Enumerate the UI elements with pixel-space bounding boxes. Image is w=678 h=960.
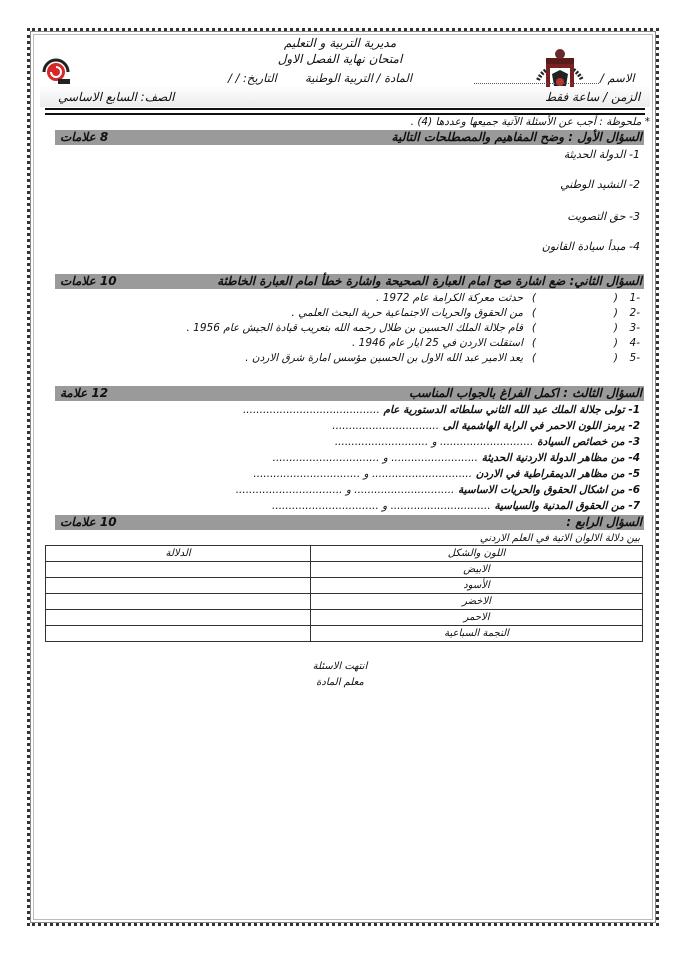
q3-item-text: 3- من خصائص السيادة [537, 436, 640, 448]
q3-item-text: 2- يرمز اللون الاحمر في الراية الهاشمية الى [442, 420, 640, 432]
color-cell: الابيض [311, 562, 643, 578]
column-header-color: اللون والشكل [311, 546, 643, 562]
answer-paren-close[interactable]: ) [531, 292, 536, 304]
color-cell: الاحمر [311, 610, 643, 626]
q2-item-number: -4 [629, 337, 640, 349]
q3-item [243, 404, 640, 416]
q3-item-text: 4- من مظاهر الدولة الاردنية الحديثة [481, 452, 640, 464]
q2-item-number: -1 [629, 292, 640, 304]
q2-item [0, 307, 678, 321]
q3-item-text: 1- تولى جلالة الملك عبد الله الثاني سلطاته الدستورية عام [383, 404, 640, 416]
directorate-title: مديرية التربية و التعليم [283, 36, 397, 50]
q2-item-number: -2 [629, 307, 640, 319]
q1-item: 1- الدولة الحديثة [563, 148, 640, 161]
answer-paren-close[interactable]: ) [531, 337, 536, 349]
subject-label: المادة / التربية الوطنية [305, 71, 413, 85]
answer-paren-open[interactable]: ( [613, 307, 618, 319]
q2-item-text: حدثت معركة الكرامة عام 1972 . [376, 292, 523, 304]
table-row [46, 594, 643, 610]
header-divider [45, 108, 645, 110]
end-of-questions: انتهت الاسئلة [312, 661, 368, 672]
q2-item [0, 322, 678, 336]
table-row [46, 562, 643, 578]
table-row [46, 578, 643, 594]
duration-label: الزمن / ساعة فقط [545, 90, 641, 104]
question-1-marks: 8 علامات [60, 130, 109, 144]
question-2-marks: 10 علامات [60, 274, 117, 288]
header-divider [45, 113, 645, 115]
answer-paren-close[interactable]: ) [531, 352, 536, 364]
answer-paren-close[interactable]: ) [531, 307, 536, 319]
answer-paren-open[interactable]: ( [613, 337, 618, 349]
meaning-answer-cell[interactable] [46, 578, 311, 594]
question-2-title: السؤال الثاني: ضع اشارة صح امام العبارة الصحيحة واشارة خطأ امام العبارة الخاطئة [217, 274, 642, 288]
q3-item [273, 452, 640, 464]
answer-blank[interactable]: ......................................... [242, 404, 380, 416]
question-4-title: السؤال الرابع : [566, 515, 642, 529]
answer-paren-close[interactable]: ) [531, 322, 536, 334]
table-header-row [46, 546, 643, 562]
answer-blank[interactable]: .............................. و ................................ [272, 500, 491, 512]
answer-blank[interactable]: .......................... و ................................ [272, 452, 478, 464]
q2-item-text: يعد الامير عبد الله الاول بن الحسين مؤسس امارة شرق الاردن . [245, 352, 523, 364]
meaning-answer-cell[interactable] [46, 594, 311, 610]
q3-item [332, 420, 640, 432]
color-cell: الأسود [311, 578, 643, 594]
answer-blank[interactable]: ............................ و ............................ [334, 436, 534, 448]
q3-item [253, 468, 640, 480]
color-cell: النجمة السباعية [311, 626, 643, 642]
instructions-note: * ملحوظة : أجب عن الأسئلة الآتية جميعها وعددها (4) . [410, 116, 650, 128]
q2-item [0, 337, 678, 351]
meaning-answer-cell[interactable] [46, 562, 311, 578]
question-1-title: السؤال الأول : وضح المفاهيم والمصطلحات التالية [391, 130, 642, 144]
q3-item [236, 484, 640, 496]
answer-blank[interactable]: .............................. و ................................ [253, 468, 473, 480]
q3-item [335, 436, 640, 448]
question-4-marks: 10 علامات [60, 515, 117, 529]
q2-item-text: من الحقوق والحريات الاجتماعية حرية البحث العلمي . [291, 307, 523, 319]
meaning-answer-cell[interactable] [46, 610, 311, 626]
q1-item: 3- حق التصويت [567, 210, 640, 223]
date-label: التاريخ: / / [228, 71, 277, 85]
q1-item: 4- مبدأ سيادة القانون [541, 240, 640, 253]
q3-item-text: 7- من الحقوق المدنية والسياسية [494, 500, 640, 512]
q3-item [272, 500, 640, 512]
q2-item-number: -5 [629, 352, 640, 364]
q1-item: 2- النشيد الوطني [560, 178, 640, 191]
table-row [46, 610, 643, 626]
student-name-label: الاسم / [600, 71, 635, 85]
color-cell: الاخضر [311, 594, 643, 610]
answer-paren-open[interactable]: ( [613, 352, 618, 364]
q2-item [0, 292, 678, 306]
question-4-instruction: بين دلالة الالوان الاتية في العلم الاردني [479, 533, 640, 544]
flag-colors-table [45, 545, 643, 642]
q2-item-text: استقلت الاردن في 25 ايار عام 1946 . [351, 337, 523, 349]
question-3-title: السؤال الثالث : اكمل الفراغ بالجواب المناسب [408, 386, 642, 400]
column-header-meaning: الدلالة [46, 546, 311, 562]
answer-blank[interactable]: ................................ [332, 420, 440, 432]
answer-paren-open[interactable]: ( [613, 292, 618, 304]
exam-title: امتحان نهاية الفصل الاول [277, 52, 403, 66]
question-4-header-bar [55, 515, 644, 530]
certification-seal-icon [40, 52, 72, 86]
teacher-signature: معلم المادة [316, 677, 364, 688]
student-name-field[interactable] [474, 71, 599, 84]
q3-item-text: 5- من مظاهر الديمقراطية في الاردن [475, 468, 640, 480]
q2-item-number: -3 [629, 322, 640, 334]
answer-blank[interactable]: .............................. و ................................ [235, 484, 455, 496]
q2-item [0, 352, 678, 366]
table-row [46, 626, 643, 642]
q2-item-text: قام جلالة الملك الحسين بن طلال رحمه الله بتعريب قيادة الجيش عام 1956 . [186, 322, 523, 334]
grade-label: الصف: السابع الاساسي [58, 90, 175, 104]
meaning-answer-cell[interactable] [46, 626, 311, 642]
q3-item-text: 6- من اشكال الحقوق والحريات الاساسية [458, 484, 640, 496]
question-3-marks: 12 علامة [60, 386, 109, 400]
answer-paren-open[interactable]: ( [613, 322, 618, 334]
